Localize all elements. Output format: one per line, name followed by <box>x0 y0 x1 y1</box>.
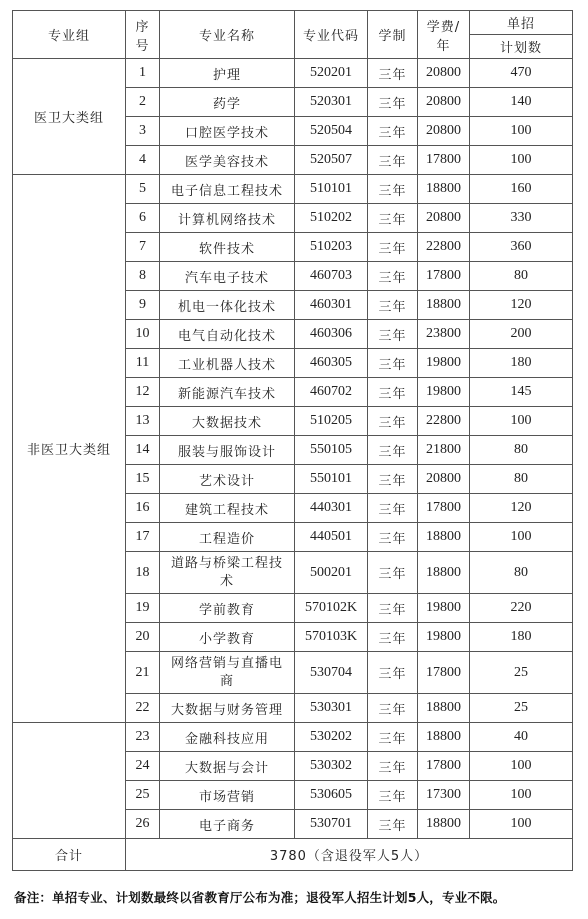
cell-plan: 100 <box>470 752 573 781</box>
cell-fee: 19800 <box>418 378 470 407</box>
cell-plan: 160 <box>470 175 573 204</box>
cell-seq: 9 <box>126 291 160 320</box>
cell-code: 460703 <box>295 262 368 291</box>
cell-seq: 16 <box>126 494 160 523</box>
cell-fee: 23800 <box>418 320 470 349</box>
cell-seq: 2 <box>126 88 160 117</box>
cell-duration: 三年 <box>368 652 418 694</box>
cell-duration: 三年 <box>368 436 418 465</box>
total-row <box>13 839 573 871</box>
cell-name: 学前教育 <box>160 594 295 623</box>
cell-fee: 17800 <box>418 652 470 694</box>
cell-name: 服装与服饰设计 <box>160 436 295 465</box>
enrollment-plan-table <box>12 10 573 871</box>
group-label: 医卫大类组 <box>13 59 126 175</box>
cell-fee: 18800 <box>418 810 470 839</box>
header-fee: 学费/ 年 <box>418 11 470 59</box>
cell-seq: 8 <box>126 262 160 291</box>
cell-duration: 三年 <box>368 378 418 407</box>
cell-duration: 三年 <box>368 623 418 652</box>
table-row <box>13 59 573 88</box>
cell-seq: 1 <box>126 59 160 88</box>
cell-name: 大数据技术 <box>160 407 295 436</box>
footnote: 备注：单招专业、计划数最终以省教育厅公布为准；退役军人招生计划5人，专业不限。 <box>14 890 506 905</box>
cell-duration: 三年 <box>368 349 418 378</box>
cell-duration: 三年 <box>368 594 418 623</box>
cell-name: 药学 <box>160 88 295 117</box>
cell-plan: 80 <box>470 436 573 465</box>
cell-name: 护理 <box>160 59 295 88</box>
cell-name: 小学教育 <box>160 623 295 652</box>
cell-code: 510101 <box>295 175 368 204</box>
cell-plan: 140 <box>470 88 573 117</box>
cell-code: 510202 <box>295 204 368 233</box>
cell-code: 530202 <box>295 723 368 752</box>
cell-duration: 三年 <box>368 175 418 204</box>
cell-fee: 22800 <box>418 233 470 262</box>
cell-plan: 330 <box>470 204 573 233</box>
cell-fee: 19800 <box>418 349 470 378</box>
cell-name: 建筑工程技术 <box>160 494 295 523</box>
group-label <box>13 723 126 839</box>
cell-seq: 12 <box>126 378 160 407</box>
cell-fee: 18800 <box>418 175 470 204</box>
header-code: 专业代码 <box>295 11 368 59</box>
cell-plan: 40 <box>470 723 573 752</box>
cell-plan: 145 <box>470 378 573 407</box>
cell-plan: 25 <box>470 652 573 694</box>
cell-code: 520504 <box>295 117 368 146</box>
cell-name: 软件技术 <box>160 233 295 262</box>
cell-duration: 三年 <box>368 781 418 810</box>
cell-duration: 三年 <box>368 694 418 723</box>
cell-seq: 24 <box>126 752 160 781</box>
cell-name: 口腔医学技术 <box>160 117 295 146</box>
cell-code: 460305 <box>295 349 368 378</box>
cell-code: 530704 <box>295 652 368 694</box>
header-name: 专业名称 <box>160 11 295 59</box>
cell-fee: 17800 <box>418 146 470 175</box>
cell-name: 道路与桥梁工程技 术 <box>160 552 295 594</box>
cell-duration: 三年 <box>368 320 418 349</box>
cell-seq: 23 <box>126 723 160 752</box>
cell-duration: 三年 <box>368 810 418 839</box>
cell-duration: 三年 <box>368 204 418 233</box>
cell-name: 电子商务 <box>160 810 295 839</box>
header-plan-bottom: 计划数 <box>470 35 573 59</box>
cell-code: 550105 <box>295 436 368 465</box>
cell-name: 新能源汽车技术 <box>160 378 295 407</box>
cell-plan: 180 <box>470 623 573 652</box>
cell-seq: 5 <box>126 175 160 204</box>
cell-seq: 7 <box>126 233 160 262</box>
cell-code: 520507 <box>295 146 368 175</box>
cell-seq: 18 <box>126 552 160 594</box>
header-duration: 学制 <box>368 11 418 59</box>
cell-name: 医学美容技术 <box>160 146 295 175</box>
table-row <box>13 175 573 204</box>
cell-name: 网络营销与直播电 商 <box>160 652 295 694</box>
cell-name: 电子信息工程技术 <box>160 175 295 204</box>
cell-code: 440501 <box>295 523 368 552</box>
cell-duration: 三年 <box>368 465 418 494</box>
cell-code: 510203 <box>295 233 368 262</box>
cell-plan: 80 <box>470 552 573 594</box>
cell-plan: 25 <box>470 694 573 723</box>
cell-duration: 三年 <box>368 523 418 552</box>
cell-code: 570102K <box>295 594 368 623</box>
cell-code: 570103K <box>295 623 368 652</box>
cell-code: 530302 <box>295 752 368 781</box>
group-label: 非医卫大类组 <box>13 175 126 723</box>
cell-plan: 100 <box>470 117 573 146</box>
cell-duration: 三年 <box>368 291 418 320</box>
cell-fee: 17800 <box>418 494 470 523</box>
cell-fee: 19800 <box>418 623 470 652</box>
table-row <box>13 723 573 752</box>
cell-code: 520301 <box>295 88 368 117</box>
total-label: 合计 <box>13 839 126 871</box>
cell-name: 机电一体化技术 <box>160 291 295 320</box>
cell-duration: 三年 <box>368 233 418 262</box>
cell-seq: 22 <box>126 694 160 723</box>
cell-code: 530301 <box>295 694 368 723</box>
cell-name: 艺术设计 <box>160 465 295 494</box>
cell-seq: 25 <box>126 781 160 810</box>
header-row <box>13 11 573 35</box>
cell-seq: 3 <box>126 117 160 146</box>
cell-code: 510205 <box>295 407 368 436</box>
cell-plan: 360 <box>470 233 573 262</box>
cell-fee: 18800 <box>418 723 470 752</box>
cell-fee: 18800 <box>418 694 470 723</box>
cell-name: 工程造价 <box>160 523 295 552</box>
cell-duration: 三年 <box>368 407 418 436</box>
cell-name: 大数据与财务管理 <box>160 694 295 723</box>
header-plan-top: 单招 <box>470 11 573 35</box>
cell-seq: 10 <box>126 320 160 349</box>
cell-duration: 三年 <box>368 494 418 523</box>
cell-plan: 120 <box>470 291 573 320</box>
cell-seq: 4 <box>126 146 160 175</box>
cell-seq: 17 <box>126 523 160 552</box>
cell-code: 550101 <box>295 465 368 494</box>
cell-fee: 19800 <box>418 594 470 623</box>
cell-plan: 100 <box>470 146 573 175</box>
cell-duration: 三年 <box>368 59 418 88</box>
cell-code: 500201 <box>295 552 368 594</box>
cell-fee: 20800 <box>418 465 470 494</box>
cell-plan: 120 <box>470 494 573 523</box>
cell-code: 460301 <box>295 291 368 320</box>
cell-name: 电气自动化技术 <box>160 320 295 349</box>
cell-seq: 11 <box>126 349 160 378</box>
cell-plan: 470 <box>470 59 573 88</box>
header-seq: 序 号 <box>126 11 160 59</box>
cell-fee: 18800 <box>418 291 470 320</box>
cell-name: 工业机器人技术 <box>160 349 295 378</box>
table-body <box>13 59 573 871</box>
cell-seq: 20 <box>126 623 160 652</box>
cell-duration: 三年 <box>368 262 418 291</box>
cell-plan: 80 <box>470 262 573 291</box>
cell-duration: 三年 <box>368 552 418 594</box>
cell-fee: 22800 <box>418 407 470 436</box>
cell-code: 440301 <box>295 494 368 523</box>
cell-fee: 18800 <box>418 523 470 552</box>
cell-plan: 100 <box>470 781 573 810</box>
cell-plan: 220 <box>470 594 573 623</box>
cell-name: 计算机网络技术 <box>160 204 295 233</box>
cell-name: 大数据与会计 <box>160 752 295 781</box>
cell-code: 520201 <box>295 59 368 88</box>
cell-plan: 100 <box>470 810 573 839</box>
cell-code: 460306 <box>295 320 368 349</box>
cell-fee: 17800 <box>418 752 470 781</box>
cell-duration: 三年 <box>368 88 418 117</box>
cell-code: 530605 <box>295 781 368 810</box>
cell-name: 金融科技应用 <box>160 723 295 752</box>
cell-name: 市场营销 <box>160 781 295 810</box>
cell-seq: 26 <box>126 810 160 839</box>
cell-plan: 80 <box>470 465 573 494</box>
cell-fee: 20800 <box>418 117 470 146</box>
cell-seq: 13 <box>126 407 160 436</box>
cell-seq: 14 <box>126 436 160 465</box>
cell-plan: 200 <box>470 320 573 349</box>
total-value: 3780（含退役军人5人） <box>126 839 573 871</box>
cell-fee: 20800 <box>418 204 470 233</box>
cell-plan: 100 <box>470 407 573 436</box>
cell-fee: 17300 <box>418 781 470 810</box>
cell-duration: 三年 <box>368 723 418 752</box>
cell-plan: 100 <box>470 523 573 552</box>
cell-plan: 180 <box>470 349 573 378</box>
cell-seq: 21 <box>126 652 160 694</box>
cell-fee: 21800 <box>418 436 470 465</box>
cell-code: 530701 <box>295 810 368 839</box>
cell-fee: 20800 <box>418 88 470 117</box>
cell-duration: 三年 <box>368 752 418 781</box>
cell-fee: 20800 <box>418 59 470 88</box>
header-group: 专业组 <box>13 11 126 59</box>
cell-name: 汽车电子技术 <box>160 262 295 291</box>
cell-seq: 6 <box>126 204 160 233</box>
cell-seq: 19 <box>126 594 160 623</box>
cell-code: 460702 <box>295 378 368 407</box>
cell-duration: 三年 <box>368 117 418 146</box>
cell-seq: 15 <box>126 465 160 494</box>
cell-fee: 17800 <box>418 262 470 291</box>
cell-duration: 三年 <box>368 146 418 175</box>
cell-fee: 18800 <box>418 552 470 594</box>
